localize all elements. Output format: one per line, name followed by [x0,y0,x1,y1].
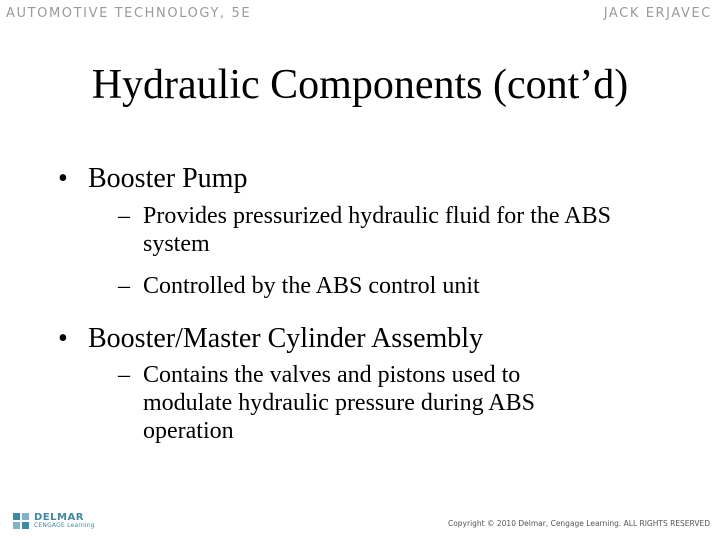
sub-list [118,202,698,300]
sub-bullet [118,272,698,300]
sub-bullet [118,202,698,258]
header-author: JACK ERJAVEC [603,6,712,21]
bullet-master-cylinder [58,322,698,356]
bullet-marker: • [58,163,68,194]
logo-name: DELMAR [34,512,84,523]
bullet-label: Booster Pump [88,163,248,194]
logo-tagline: CENGAGE Learning [34,522,95,529]
delmar-logo-icon [12,512,30,530]
slide-content [58,162,698,459]
copyright-notice: Copyright © 2010 Delmar, Cengage Learning. ALL RIGHTS RESERVED [447,519,710,528]
logo-text [34,513,95,529]
sub-text: Contains the valves and pistons used to modulate hydraulic pressure during ABS operation [143,362,535,445]
sub-marker: – [118,272,130,299]
sub-marker: – [118,362,130,389]
bullet-label: Booster/Master Cylinder Assembly [88,322,484,354]
sub-marker: – [118,202,130,229]
slide-title: Hydraulic Components (cont’d) [91,62,629,108]
bullet-booster-pump [58,162,698,196]
sub-bullet [118,361,698,445]
header-course-title: AUTOMOTIVE TECHNOLOGY, 5E [6,6,252,21]
sub-text: Provides pressurized hydraulic fluid for the ABS system [143,202,611,257]
sub-list [118,361,698,445]
sub-text: Controlled by the ABS control unit [143,272,480,299]
bullet-marker: • [58,322,68,354]
delmar-logo [12,512,95,530]
